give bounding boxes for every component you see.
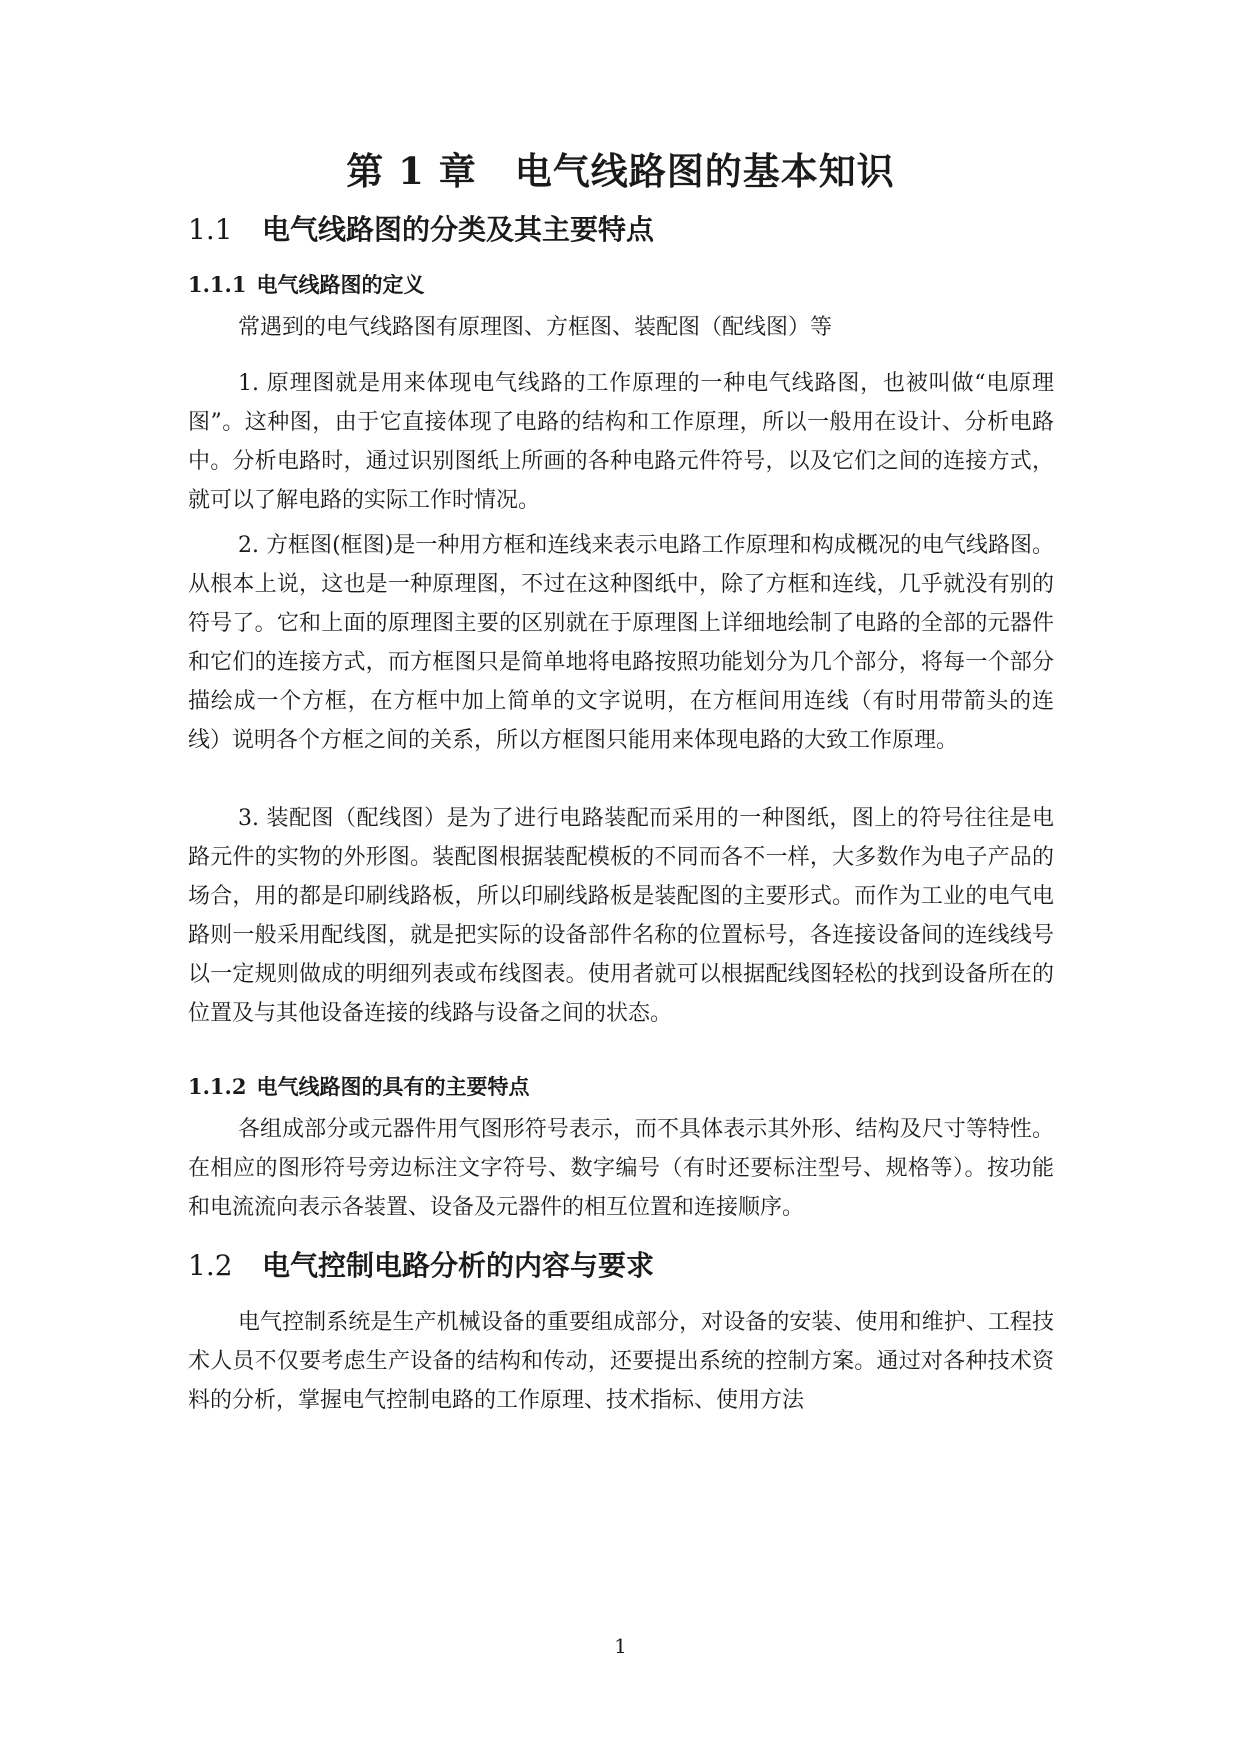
- section-number: 1.1: [188, 213, 233, 246]
- paragraph: 2. 方框图(框图)是一种用方框和连线来表示电路工作原理和构成概况的电气线路图。从根本上说，这也是一种原理图，不过在这种图纸中，除了方框和连线，几乎就没有别的符号了。它和上面的原理图主要的区别就在于原理图上详细地绘制了电路的全部的元器件和它们的连接方式，而方框图只是简单地将电路按照功能划分为几个部分，将每一个部分描绘成一个方框，在方框中加上简单的文字说明，在方框间用连线（有时用带箭头的连线）说明各个方框之间的关系，所以方框图只能用来体现电路的大致工作原理。: [188, 533, 1054, 753]
- paragraph: 1. 原理图就是用来体现电气线路的工作原理的一种电气线路图，也被叫做“电原理图”。这种图，由于它直接体现了电路的结构和工作原理，所以一般用在设计、分析电路中。分析电路时，通过识别图纸上所画的各种电路元件符号，以及它们之间的连接方式，就可以了解电路的实际工作时情况。: [188, 371, 1054, 513]
- subsection-number: 1.1.2: [188, 1074, 247, 1099]
- chapter-title-text: 电气线路图的基本知识: [514, 149, 895, 193]
- paragraph: 常遇到的电气线路图有原理图、方框图、装配图（配线图）等: [238, 315, 833, 340]
- subsection-title: 电气线路图的定义: [256, 272, 425, 297]
- section-title: 电气控制电路分析的内容与要求: [262, 1249, 655, 1282]
- page-number: 1: [614, 1634, 627, 1658]
- chapter-title: [0, 146, 1241, 196]
- paragraph: 电气控制系统是生产机械设备的重要组成部分，对设备的安装、使用和维护、工程技术人员不仅要考虑生产设备的结构和传动，还要提出系统的控制方案。通过对各种技术资料的分析，掌握电气控制电路的工作原理、技术指标、使用方法: [188, 1310, 1054, 1413]
- section-number: 1.2: [188, 1249, 233, 1282]
- subsection-heading-1-1-1: [188, 270, 424, 300]
- subsection-title: 电气线路图的具有的主要特点: [256, 1074, 530, 1099]
- paragraph: 3. 装配图（配线图）是为了进行电路装配而采用的一种图纸，图上的符号往往是电路元件的实物的外形图。装配图根据装配模板的不同而各不一样，大多数作为电子产品的场合，用的都是印刷线路板，所以印刷线路板是装配图的主要形式。而作为工业的电气电路则一般采用配线图，就是把实际的设备部件名称的位置标号，各连接设备间的连线线号以一定规则做成的明细列表或布线图表。使用者就可以根据配线图轻松的找到设备所在的位置及与其他设备连接的线路与设备之间的状态。: [188, 806, 1054, 1026]
- section-heading-1-1: [188, 210, 654, 250]
- chapter-number: 第 1 章: [346, 149, 477, 193]
- section-heading-1-2: [188, 1246, 654, 1286]
- paragraph: 各组成部分或元器件用气图形符号表示，而不具体表示其外形、结构及尺寸等特性。在相应的图形符号旁边标注文字符号、数字编号（有时还要标注型号、规格等）。按功能和电流流向表示各装置、设备及元器件的相互位置和连接顺序。: [188, 1117, 1054, 1220]
- subsection-heading-1-1-2: [188, 1072, 529, 1102]
- section-title: 电气线路图的分类及其主要特点: [262, 213, 655, 246]
- subsection-number: 1.1.1: [188, 272, 247, 297]
